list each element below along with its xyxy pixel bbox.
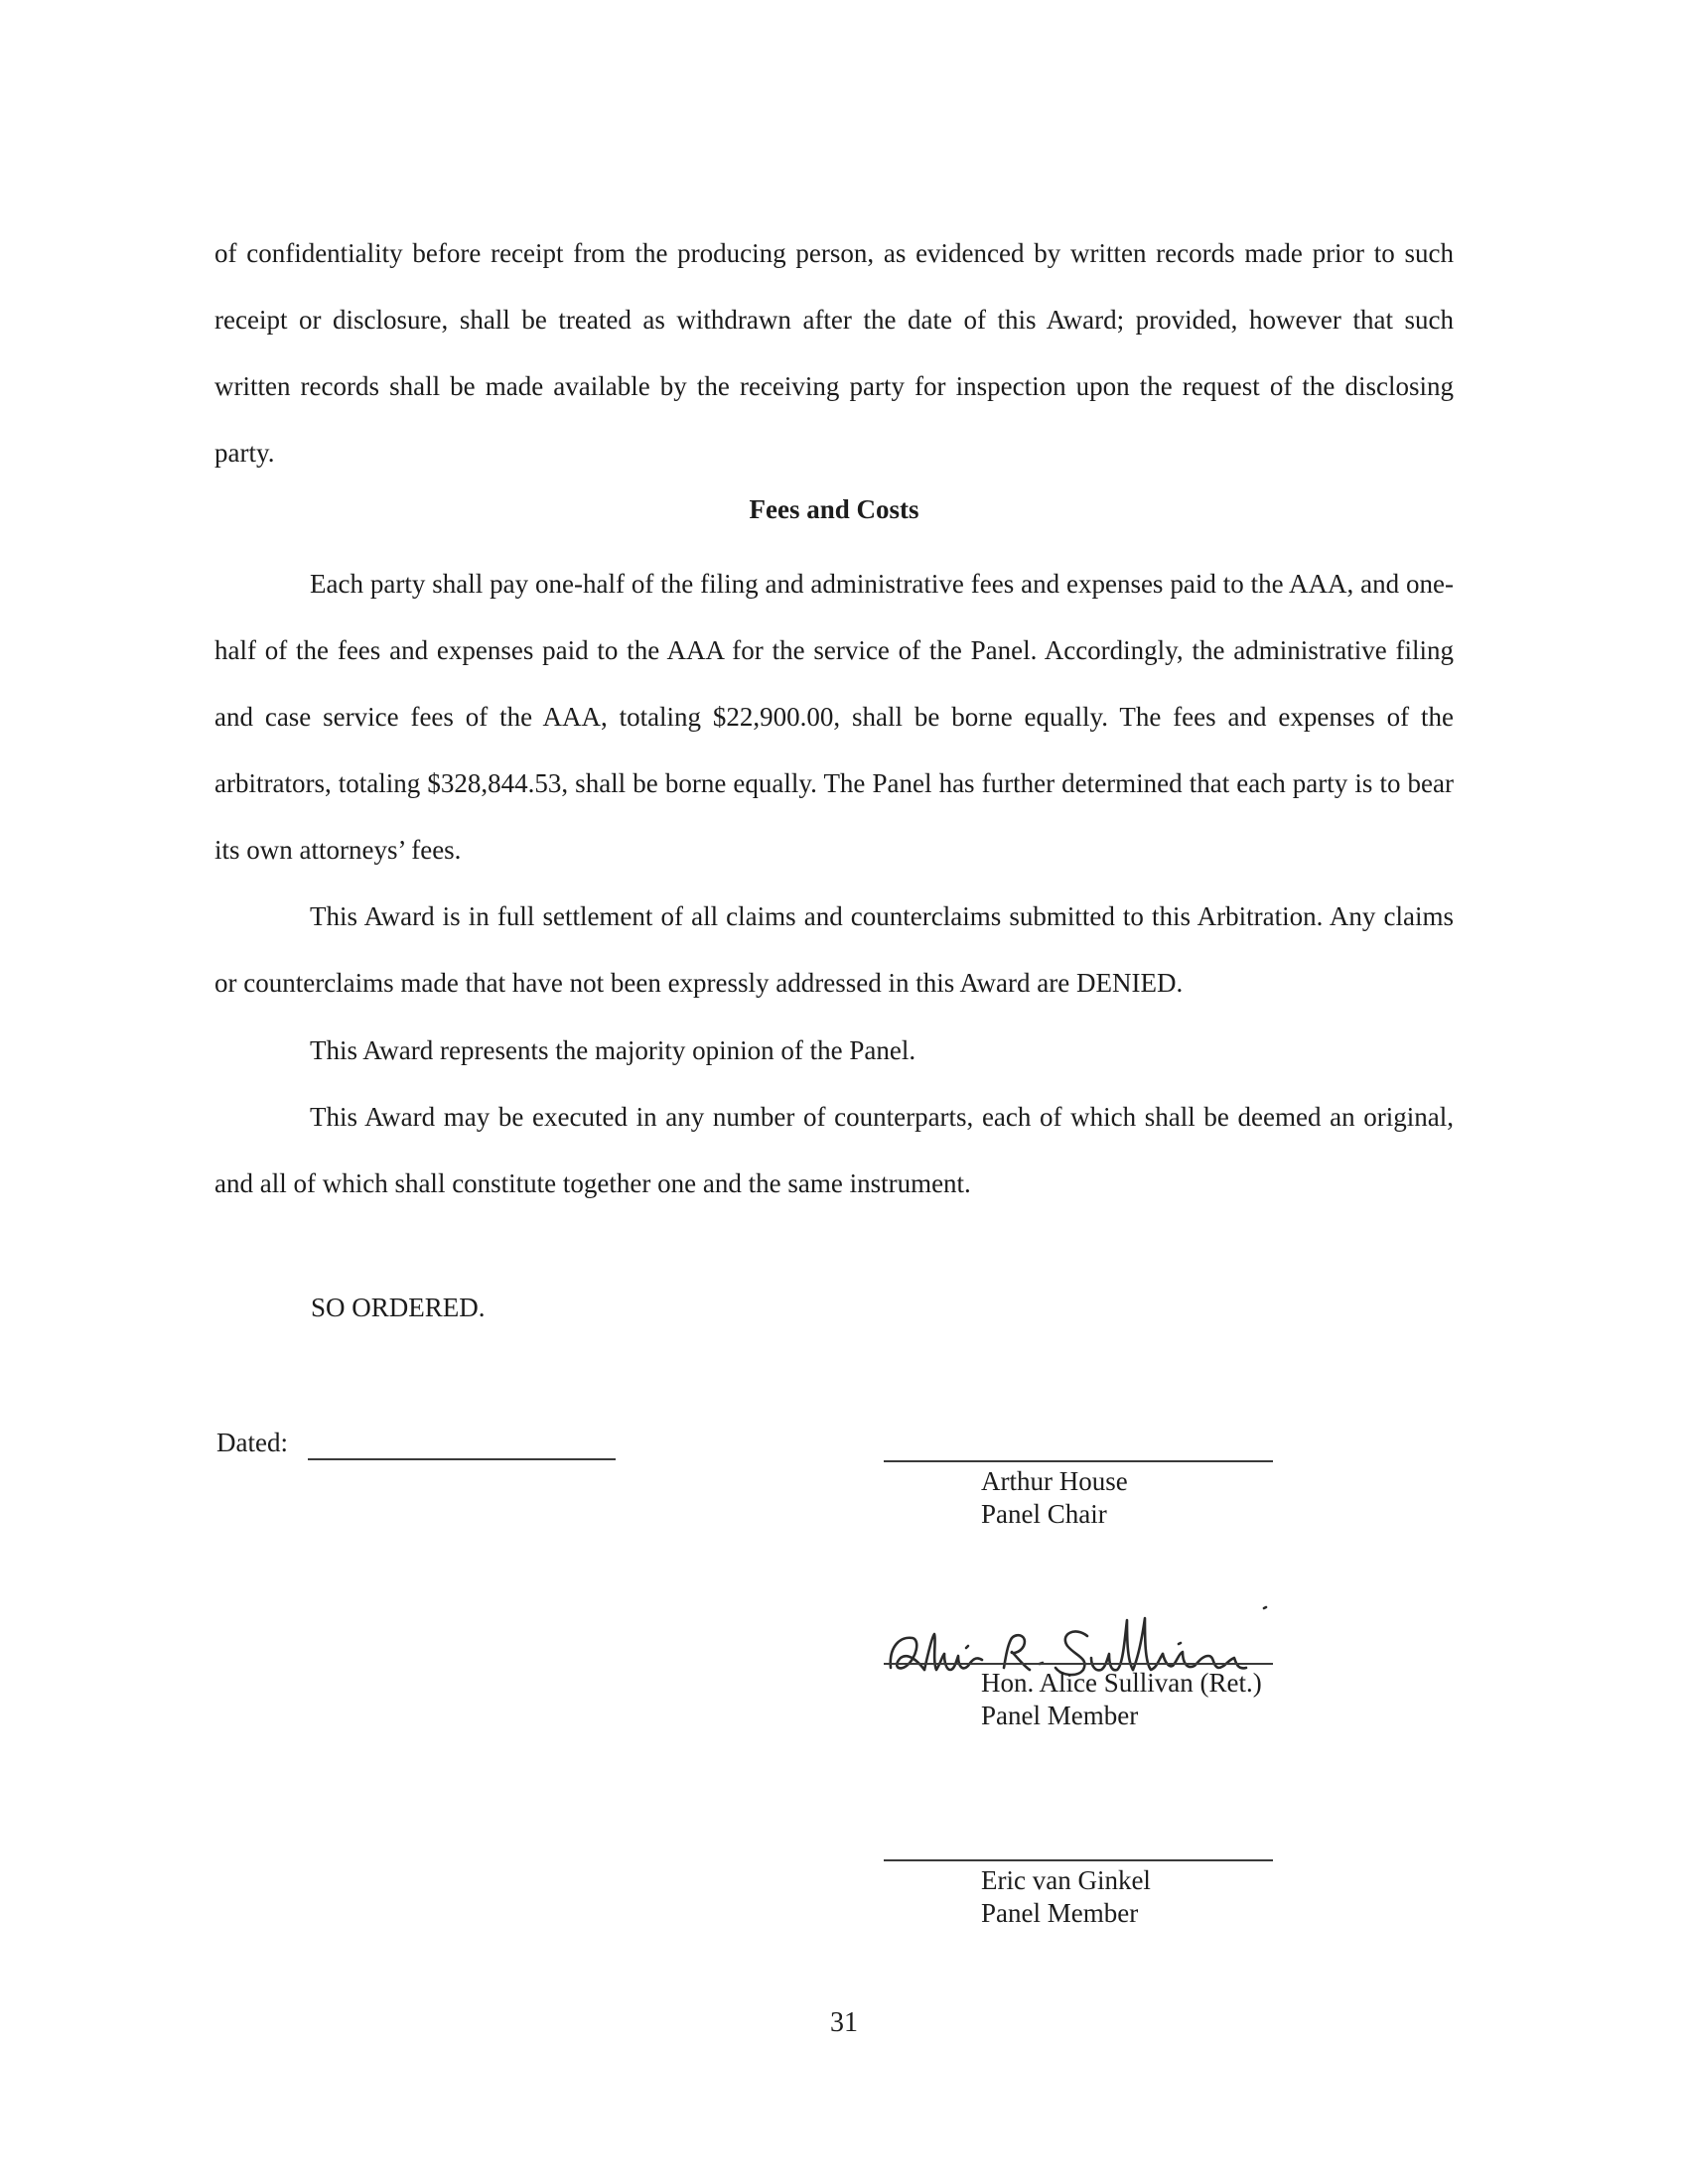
signature-line-chair: [884, 1460, 1273, 1462]
section-heading-fees-and-costs: Fees and Costs: [749, 494, 919, 524]
paragraph-text: This Award may be executed in any number of counterparts, each of which shall be deemed an original, and all of which shall constitute together one and the same instrument.: [214, 1102, 1454, 1198]
dated-signature-line: [308, 1458, 616, 1460]
so-ordered: SO ORDERED.: [311, 1293, 486, 1322]
signatory-name: Arthur House: [981, 1466, 1128, 1496]
paragraph-majority: [214, 1018, 1454, 1084]
signatory-title: Panel Member: [981, 1898, 1139, 1928]
signatory-name: Eric van Ginkel: [981, 1865, 1151, 1895]
paragraph-text: This Award is in full settlement of all claims and counterclaims submitted to this Arbitration. Any claims or counterclaims made that have not been expressly addressed in this Award are DENIED.: [214, 901, 1454, 998]
paragraph-text: of confidentiality before receipt from the producing person, as evidenced by written records made prior to such receipt or disclosure, shall be treated as withdrawn after the date of this Award; provided, however that such written records shall be made available by the receiving party for inspection upon the request of the disclosing party.: [214, 238, 1454, 468]
paragraph-fees: [214, 551, 1454, 884]
signatory-name: Hon. Alice Sullivan (Ret.): [981, 1668, 1262, 1698]
paragraph-settlement: [214, 884, 1454, 1017]
signatory-title: Panel Member: [981, 1701, 1139, 1730]
paragraph-confidentiality: [214, 220, 1454, 486]
signatory-title: Panel Chair: [981, 1499, 1107, 1529]
paragraph-text: This Award represents the majority opinion of the Panel.: [310, 1035, 916, 1065]
page-number: 31: [830, 2007, 858, 2038]
paragraph-text: Each party shall pay one-half of the filing and administrative fees and expenses paid to the AAA, and one-half of the fees and expenses paid to the AAA for the service of the Panel. Accordingly, the administrative filing and case service fees of the AAA, totaling $22,900.00, shall be borne equally. The fees and expenses of the arbitrators, totaling $328,844.53, shall be borne equally. The Panel has further determined that each party is to bear its own attorneys’ fees.: [214, 569, 1454, 865]
signature-line-member-sullivan: [884, 1663, 1273, 1665]
dated-label: Dated:: [216, 1428, 288, 1457]
paragraph-counterparts: [214, 1084, 1454, 1217]
signature-line-member-van-ginkel: [884, 1859, 1273, 1861]
